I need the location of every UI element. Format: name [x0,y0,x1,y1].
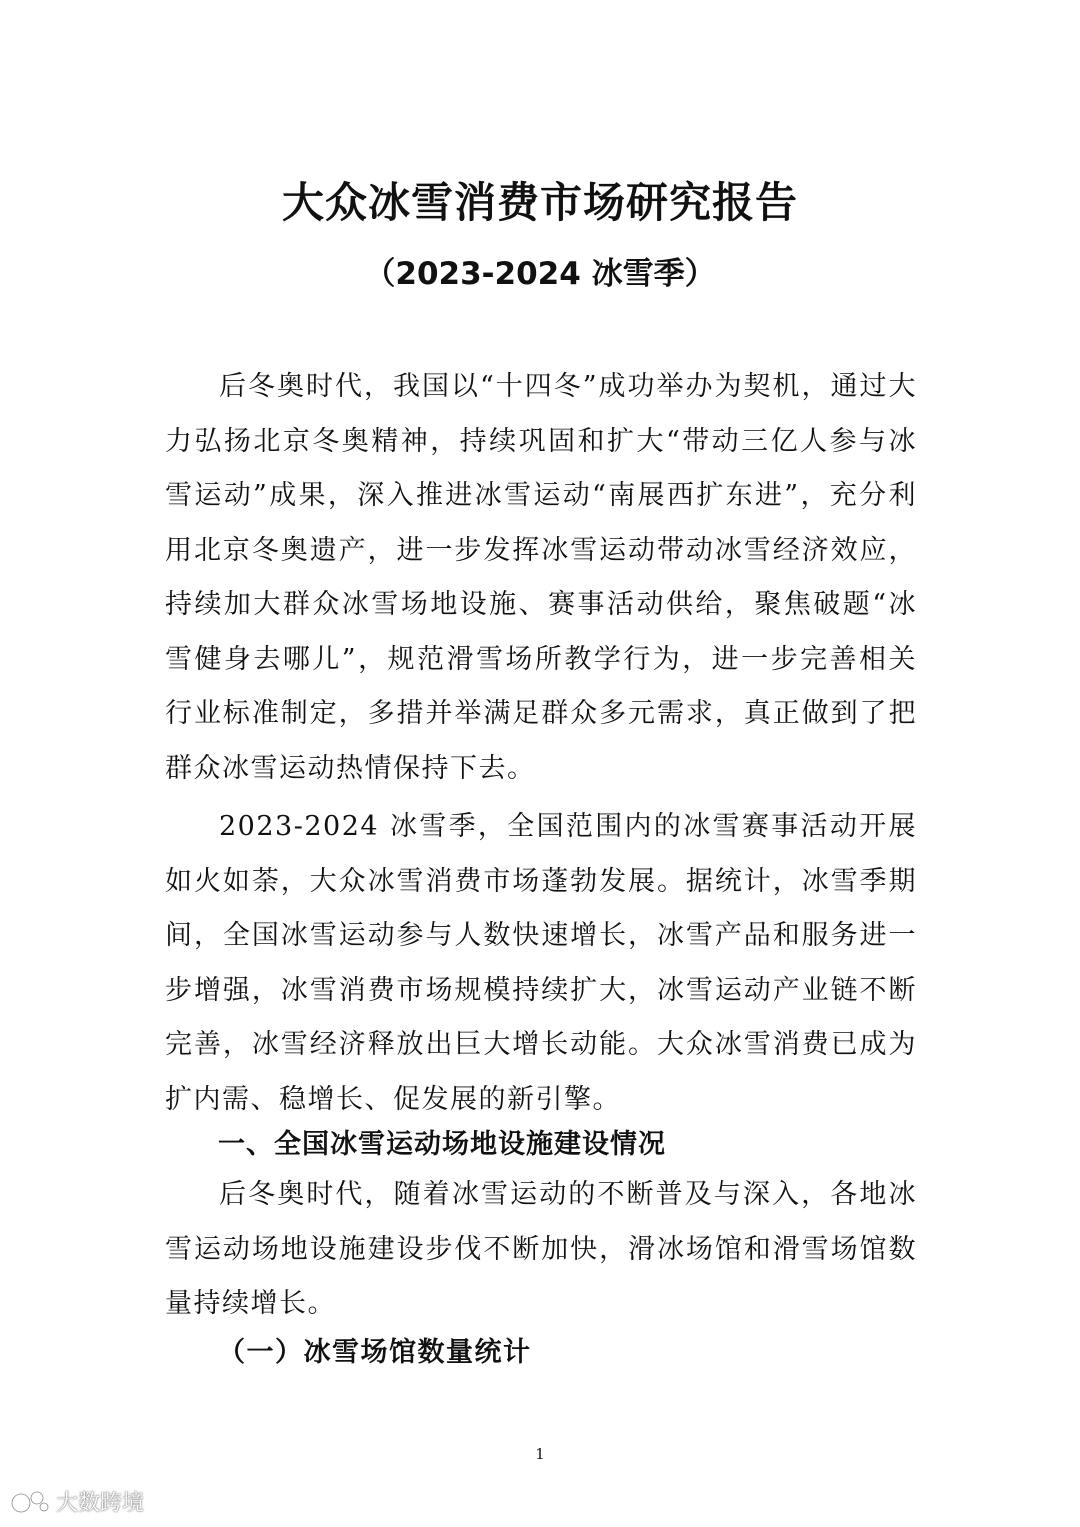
page-number: 1 [535,1445,545,1463]
subsection-heading: （一）冰雪场馆数量统计 [218,1337,532,1368]
document-title: 大众冰雪消费市场研究报告 [281,178,798,227]
intro-paragraph-2: 2023-2024 冰雪季，全国范围内的冰雪赛事活动开展如火如荼，大众冰雪消费市场蓬勃发展。据统计，冰雪季期间，全国冰雪运动参与人数快速增长，冰雪产品和服务进一步增强，冰雪消费市场规模持续扩大，冰雪运动产业链不断完善，冰雪经济释放出巨大增长动能。大众冰雪消费已成为扩内需、稳增长、促发展的新引擎。 [165,811,917,1115]
watermark-text: 大数跨境 [56,1491,145,1516]
dashuju-logo-icon [10,1489,50,1515]
section-paragraph: 后冬奥时代，随着冰雪运动的不断普及与深入，各地冰雪运动场地设施建设步伐不断加快，滑冰场馆和滑雪场馆数量持续增长。 [165,1179,917,1319]
intro-paragraph-1: 后冬奥时代，我国以“十四冬”成功举办为契机，通过大力弘扬北京冬奥精神，持续巩固和扩大“带动三亿人参与冰雪运动”成果，深入推进冰雪运动“南展西扩东进”，充分利用北京冬奥遗产，进一步发挥冰雪运动带动冰雪经济效应，持续加大群众冰雪场地设施、赛事活动供给，聚焦破题“冰雪健身去哪儿”，规范滑雪场所教学行为，进一步完善相关行业标准制定，多措并举满足群众多元需求，真正做到了把群众冰雪运动热情保持下去。 [165,371,917,784]
intro-paragraph-2-block [165,800,917,1127]
section-heading: 一、全国冰雪运动场地设施建设情况 [218,1129,666,1160]
watermark [10,1486,144,1517]
document-subtitle: （2023-2024 冰雪季） [364,256,716,292]
section-paragraph-block [165,1168,917,1332]
intro-paragraph-1-block [165,360,917,796]
